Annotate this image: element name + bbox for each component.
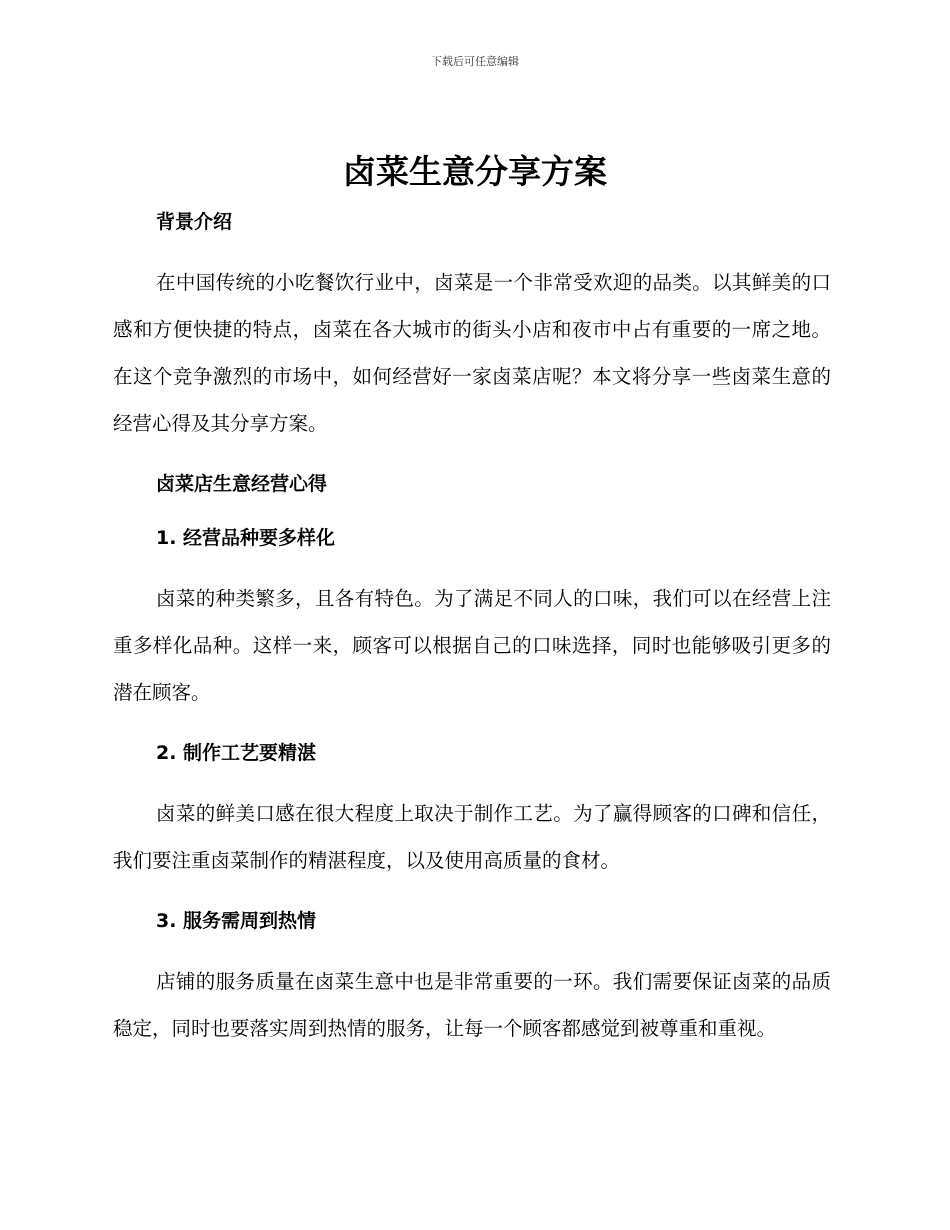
- section-heading-point-2: 2. 制作工艺要精湛: [156, 742, 317, 764]
- spacer: [113, 884, 831, 904]
- section-heading-point-1: 1. 经营品种要多样化: [156, 527, 336, 549]
- section-heading-experience: 卤菜店生意经营心得: [156, 473, 328, 495]
- page-header-note: 下载后可任意编辑: [431, 55, 519, 68]
- paragraph-point-3: 店铺的服务质量在卤菜生意中也是非常重要的一环。我们需要保证卤菜的品质稳定，同时也要落实周到热情的服务，让每一个顾客都感觉到被尊重和重视。: [113, 970, 831, 1040]
- spacer: [113, 555, 831, 575]
- section-heading-point-3: 3. 服务需周到热情: [156, 910, 317, 932]
- spacer: [113, 447, 831, 467]
- paragraph-point-1: 卤菜的种类繁多，且各有特色。为了满足不同人的口味，我们可以在经营上注重多样化品种。这样一来，顾客可以根据自己的口味选择，同时也能够吸引更多的潜在顾客。: [113, 587, 831, 704]
- spacer: [113, 770, 831, 790]
- document-title: 卤菜生意分享方案: [343, 152, 607, 191]
- document-body: [113, 205, 831, 1052]
- spacer: [113, 501, 831, 521]
- section-heading-background: 背景介绍: [156, 211, 233, 233]
- paragraph-background: 在中国传统的小吃餐饮行业中，卤菜是一个非常受欢迎的品类。以其鲜美的口感和方便快捷的特点，卤菜在各大城市的街头小店和夜市中占有重要的一席之地。在这个竞争激烈的市场中，如何经营好一家卤菜店呢？本文将分享一些卤菜生意的经营心得及其分享方案。: [113, 271, 831, 435]
- spacer: [113, 716, 831, 736]
- spacer: [113, 938, 831, 958]
- paragraph-point-2: 卤菜的鲜美口感在很大程度上取决于制作工艺。为了赢得顾客的口碑和信任，我们要注重卤菜制作的精湛程度，以及使用高质量的食材。: [113, 802, 831, 872]
- spacer: [113, 239, 831, 259]
